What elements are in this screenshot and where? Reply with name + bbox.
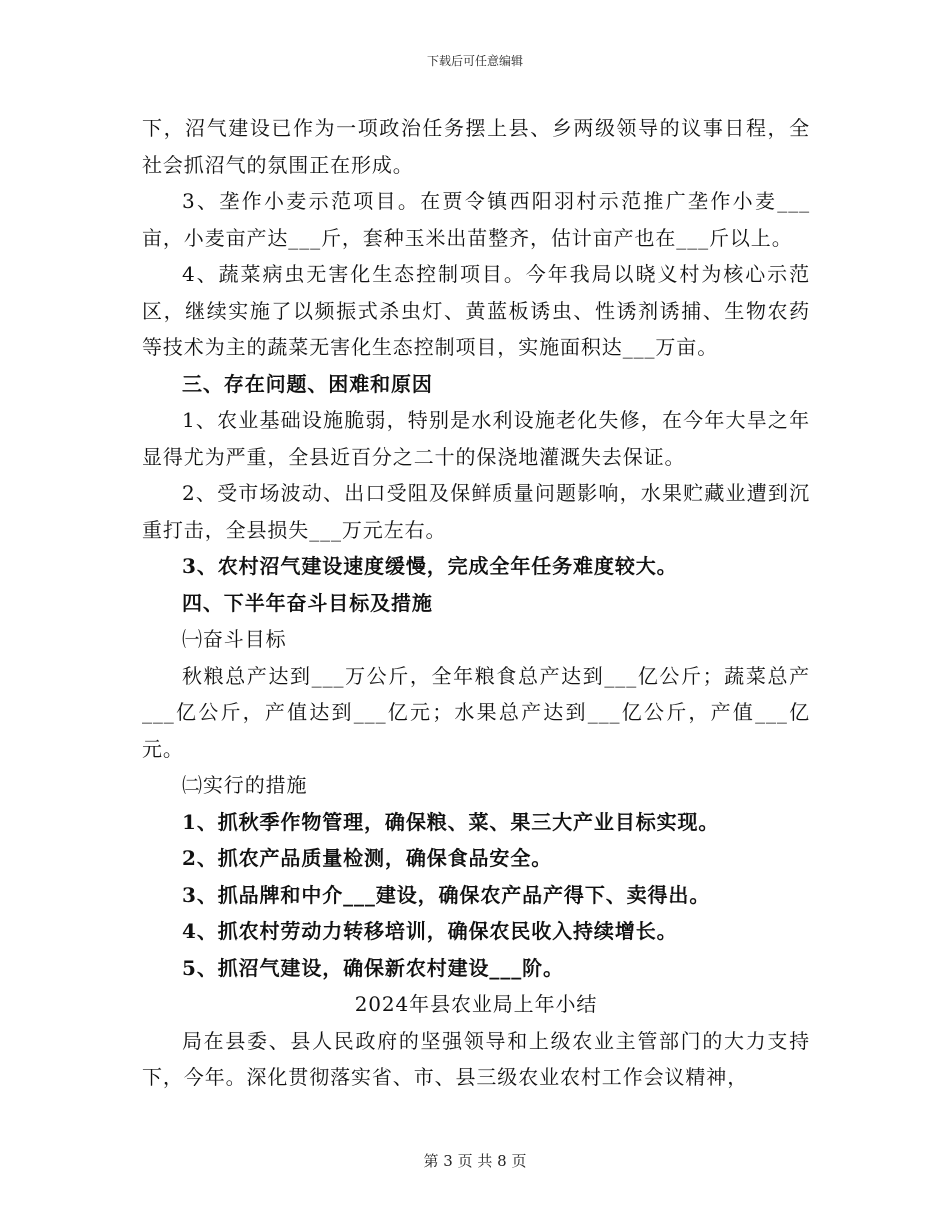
paragraph: 下，沼气建设已作为一项政治任务摆上县、乡两级领导的议事日程，全社会抓沼气的氛围正在形成。	[142, 116, 810, 177]
paragraph: 1、农业基础设施脆弱，特别是水利设施老化失修，在今年大旱之年显得尤为严重，全县近百分之二十的保浇地灌溉失去保证。	[142, 408, 810, 469]
section-heading: 三、存在问题、困难和原因	[182, 371, 433, 396]
page-header: 下载后可任意编辑	[426, 54, 523, 68]
paragraph: 秋粮总产达到___万公斤，全年粮食总产达到___亿公斤；蔬菜总产___亿公斤，产值达到___亿元；水果总产达到___亿公斤，产值___亿元。	[142, 663, 810, 761]
subsection-heading: ㈠奋斗目标	[182, 627, 287, 651]
paragraph: 3、垄作小麦示范项目。在贾令镇西阳羽村示范推广垄作小麦___亩，小麦亩产达___斤，套种玉米出苗整齐，估计亩产也在___斤以上。	[142, 189, 810, 250]
subsection-heading: ㈡实行的措施	[182, 773, 308, 797]
document-title: 2024年县农业局上年小结	[354, 992, 598, 1016]
section-heading: 四、下半年奋斗目标及措施	[182, 590, 433, 615]
measure-item: 5、抓沼气建设，确保新农村建设___阶。	[182, 955, 564, 980]
measure-item: 2、抓农产品质量检测，确保食品安全。	[182, 846, 553, 870]
paragraph: 局在县委、县人民政府的坚强领导和上级农业主管部门的大力支持下，今年。深化贯彻落实省、市、县三级农业农村工作会议精神，	[142, 1028, 810, 1089]
paragraph: 4、蔬菜病虫无害化生态控制项目。今年我局以晓义村为核心示范区，继续实施了以频振式杀虫灯、黄蓝板诱虫、性诱剂诱捕、生物农药等技术为主的蔬菜无害化生态控制项目，实施面积达___万亩。	[142, 262, 810, 359]
measure-item: 4、抓农村劳动力转移培训，确保农民收入持续增长。	[182, 919, 678, 943]
document-body	[142, 110, 810, 1096]
page-footer: 第 3 页 共 8 页	[423, 1152, 527, 1170]
measure-item: 3、抓品牌和中介___建设，确保农产品产得下、卖得出。	[182, 882, 711, 907]
paragraph: 3、农村沼气建设速度缓慢，完成全年任务难度较大。	[182, 554, 678, 578]
measure-item: 1、抓秋季作物管理，确保粮、菜、果三大产业目标实现。	[182, 809, 720, 834]
paragraph: 2、受市场波动、出口受阻及保鲜质量问题影响，水果贮藏业遭到沉重打击，全县损失___万元左右。	[142, 481, 810, 542]
